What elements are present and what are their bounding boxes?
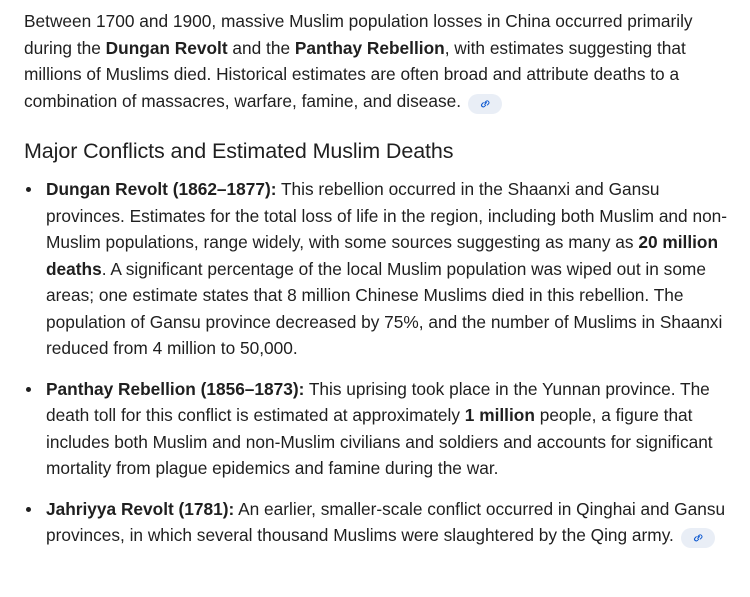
bullet <box>26 187 31 192</box>
item-bold: 20 million deaths <box>46 232 719 279</box>
intro-bold-dungan: Dungan Revolt <box>105 37 228 58</box>
item-text-2: people, a figure that includes both Muslim and non-Muslim civilians and soldiers and accounts for significant mortality from plague epidemics and famine during the war. <box>46 405 713 478</box>
link-icon <box>692 532 704 544</box>
source-link-chip[interactable] <box>681 528 715 548</box>
source-link-chip[interactable] <box>468 94 502 114</box>
section-heading: Major Conflicts and Estimated Muslim Deaths <box>24 139 454 163</box>
intro-bold-panthay: Panthay Rebellion <box>294 37 445 58</box>
list-item-dungan <box>24 176 736 362</box>
item-bold: 1 million <box>464 405 535 425</box>
item-text-1: This rebellion occurred in the Shaanxi and Gansu provinces. Estimates for the total loss of life in the region, including both Muslim and non-Muslim populations, range widely, with some sources suggesting as many as <box>46 179 728 252</box>
item-title: Panthay Rebellion (1856–1873): <box>46 378 305 399</box>
item-text-1: This uprising took place in the Yunnan province. The death toll for this conflict is estimated at approximately <box>46 378 710 425</box>
bullet <box>26 387 31 392</box>
item-text-2: . A significant percentage of the local Muslim population was wiped out in some areas; one estimate states that 8 million Chinese Muslims died in this rebellion. The population of Gansu province decreased by 75%, and the number of Muslims in Shaanxi reduced from 4 million to 50,000. <box>46 258 723 358</box>
intro-text-2: and the <box>227 37 295 58</box>
bullet <box>26 507 31 512</box>
list-item-panthay <box>24 376 736 482</box>
item-title: Dungan Revolt (1862–1877): <box>46 179 277 199</box>
link-icon <box>479 98 491 110</box>
list-item-jahriyya <box>24 496 736 549</box>
item-text-1: An earlier, smaller-scale conflict occurred in Qinghai and Gansu provinces, in which several thousand Muslims were slaughtered by the Qing army. <box>46 498 726 545</box>
intro-text-1: Between 1700 and 1900, massive Muslim population losses in China occurred primarily during the <box>24 11 693 58</box>
intro-text-3: , with estimates suggesting that millions of Muslims died. Historical estimates are often broad and attribute deaths to a combination of massacres, warfare, famine, and disease. <box>24 37 686 111</box>
intro-paragraph <box>24 8 736 114</box>
conflicts-list <box>24 176 736 549</box>
item-title: Jahriyya Revolt (1781): <box>46 498 235 519</box>
